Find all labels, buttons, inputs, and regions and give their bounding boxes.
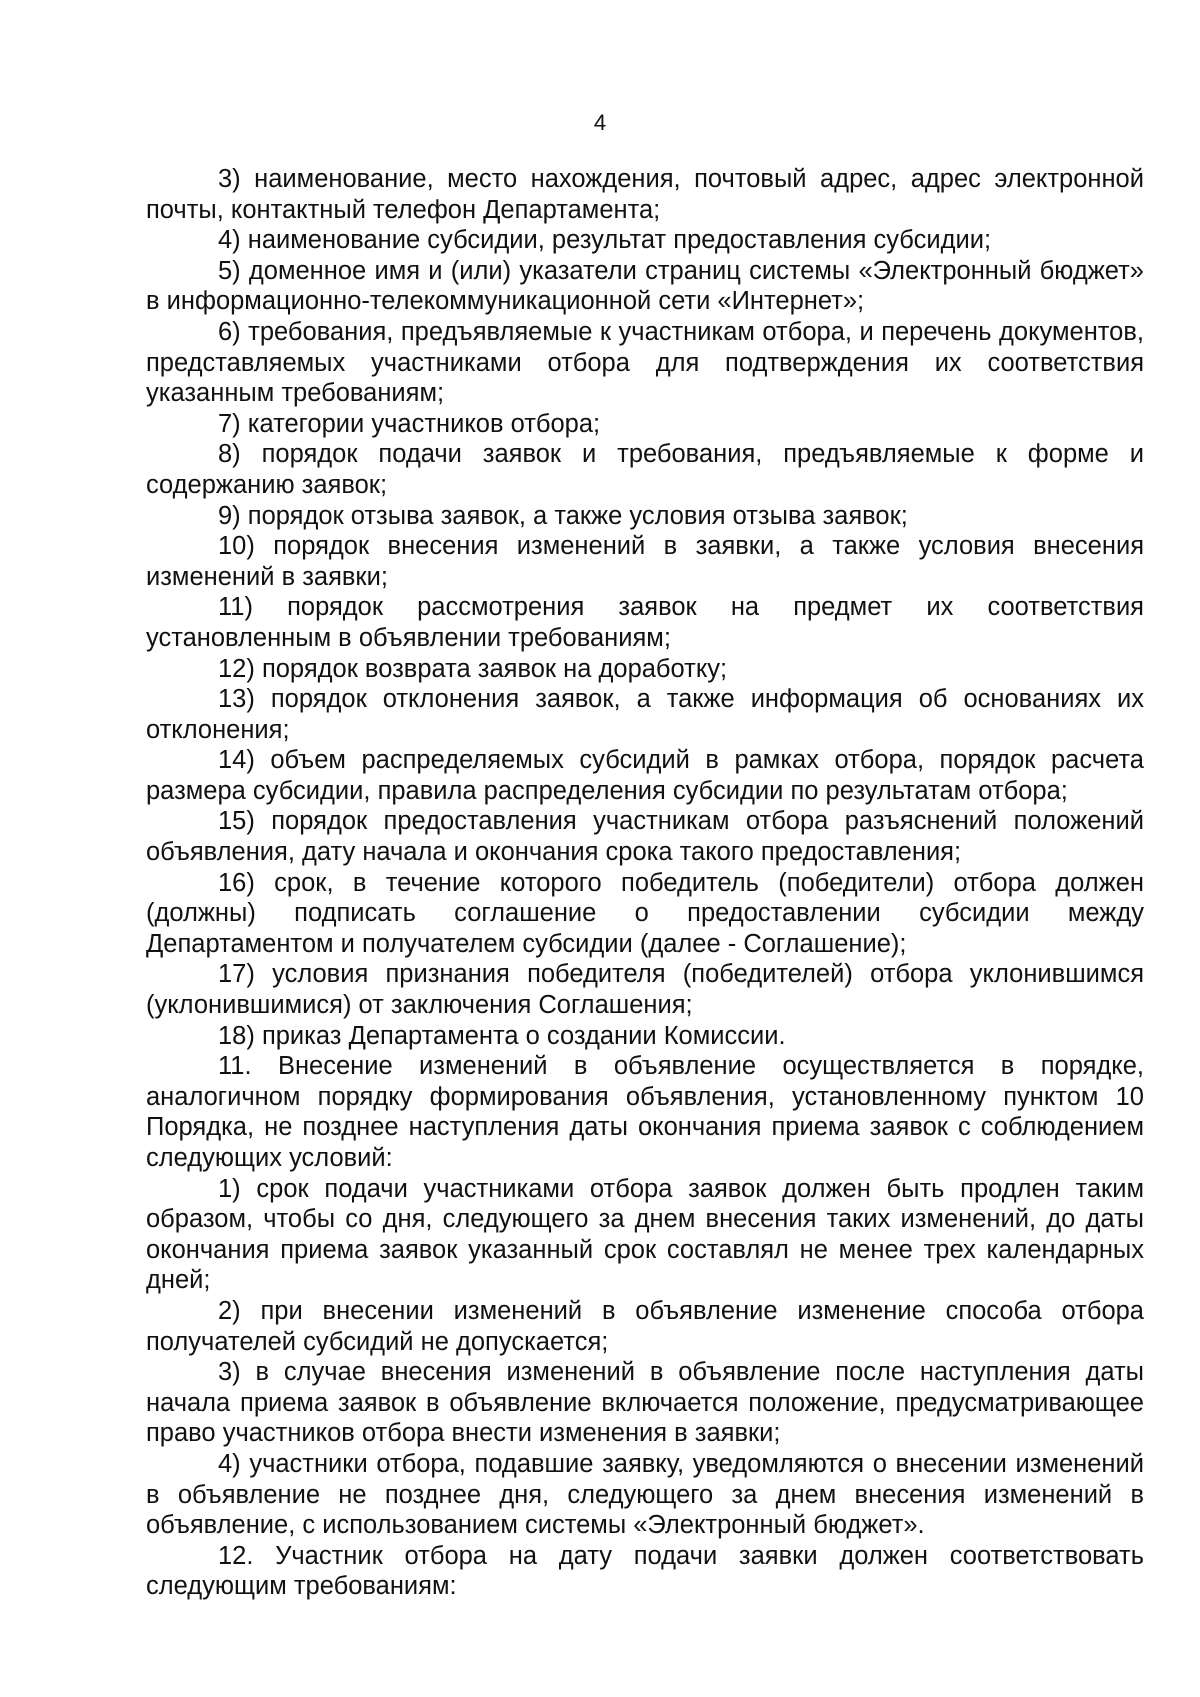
document-body: [146, 164, 1144, 1602]
paragraph-item-14: 14) объем распределяемых субсидий в рамках отбора, порядок расчета размера субсидии, правила распределения субсидии по результатам отбора;: [146, 746, 1144, 805]
paragraph-item-5: 5) доменное имя и (или) указатели страниц системы «Электронный бюджет» в информационно-телекоммуникационной сети «Интернет»;: [146, 256, 1144, 316]
section-11-intro: 11. Внесение изменений в объявление осуществляется в порядке, аналогичном порядку формирования объявления, установленному пунктом 10 Порядка, не позднее наступления даты окончания приема заявок с соблюдением следующих условий:: [146, 1052, 1144, 1172]
paragraph-item-7: 7) категории участников отбора;: [218, 409, 601, 438]
section-11-condition-3: 3) в случае внесения изменений в объявление после наступления даты начала приема заявок в объявление включается положение, предусматривающее право участников отбора внести изменения в заявки;: [146, 1358, 1144, 1448]
paragraph-item-11: 11) порядок рассмотрения заявок на предмет их соответствия установленным в объявлении требованиям;: [146, 593, 1144, 652]
paragraph-item-8: 8) порядок подачи заявок и требования, предъявляемые к форме и содержанию заявок;: [146, 440, 1144, 499]
page-number: 4: [593, 110, 607, 135]
paragraph-item-18: 18) приказ Департамента о создании Комиссии.: [218, 1021, 786, 1050]
paragraph-item-6: 6) требования, предъявляемые к участникам отбора, и перечень документов, представляемых участниками отбора для подтверждения их соответствия указанным требованиям;: [146, 317, 1144, 408]
paragraph-item-3: 3) наименование, место нахождения, почтовый адрес, адрес электронной почты, контактный телефон Департамента;: [146, 165, 1144, 224]
section-11-condition-2: 2) при внесении изменений в объявление изменение способа отбора получателей субсидий не допускается;: [146, 1296, 1144, 1356]
paragraph-item-12: 12) порядок возврата заявок на доработку;: [218, 654, 728, 683]
paragraph-item-4: 4) наименование субсидии, результат предоставления субсидии;: [218, 226, 992, 255]
section-11-condition-1: 1) срок подачи участниками отбора заявок должен быть продлен таким образом, чтобы со дня, следующего за днем внесения таких изменений, до даты окончания приема заявок указанный срок составлял не менее трех календарных дней;: [146, 1174, 1144, 1295]
paragraph-item-9: 9) порядок отзыва заявок, а также условия отзыва заявок;: [218, 501, 908, 530]
paragraph-item-10: 10) порядок внесения изменений в заявки, а также условия внесения изменений в заявки;: [146, 532, 1144, 591]
paragraph-item-16: 16) срок, в течение которого победитель (победители) отбора должен (должны) подписать соглашение о предоставлении субсидии между Департаментом и получателем субсидии (далее - Соглашение);: [146, 868, 1144, 958]
paragraph-item-15: 15) порядок предоставления участникам отбора разъяснений положений объявления, дату начала и окончания срока такого предоставления;: [146, 807, 1144, 867]
paragraph-item-13: 13) порядок отклонения заявок, а также информация об основаниях их отклонения;: [146, 685, 1144, 744]
paragraph-item-17: 17) условия признания победителя (победителей) отбора уклонившимся (уклонившимися) от заключения Соглашения;: [146, 960, 1144, 1020]
section-11-condition-4: 4) участники отбора, подавшие заявку, уведомляются о внесении изменений в объявление не позднее дня, следующего за днем внесения изменений в объявление, с использованием системы «Электронный бюджет».: [146, 1449, 1144, 1540]
section-12-intro: 12. Участник отбора на дату подачи заявки должен соответствовать следующим требованиям:: [146, 1541, 1144, 1601]
